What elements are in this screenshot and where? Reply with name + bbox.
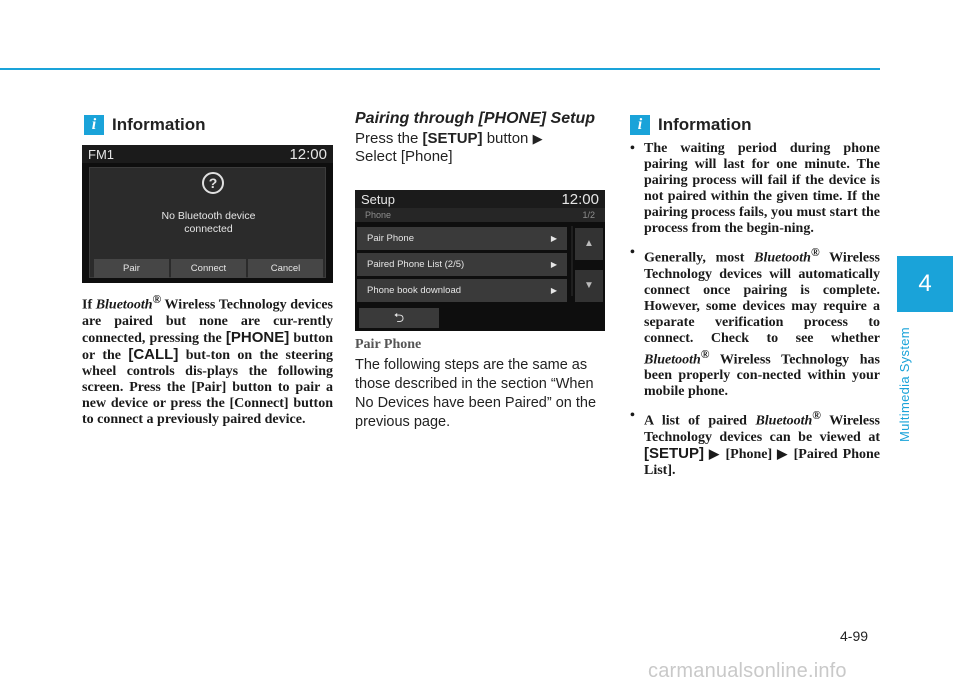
info-title: Information xyxy=(658,115,752,134)
setup-instruction: Press the [SETUP] button ▶ Select [Phone] xyxy=(355,130,543,165)
scroll-track xyxy=(571,226,573,296)
play-arrow-icon: ▶ xyxy=(550,286,557,295)
menu-item-paired-list[interactable]: Paired Phone List (2/5) ▶ xyxy=(357,253,567,276)
top-rule xyxy=(0,68,880,70)
scroll-down-icon[interactable]: ▼ xyxy=(575,270,603,302)
screen-status-bar xyxy=(355,190,605,208)
list-item: • The waiting period during phone pairing will last for one minute. The pairing process will fail if the device is not paired within the given time. If the pairing process fails, you must start the process from the begin-ning. xyxy=(628,141,880,237)
pair-phone-heading: Pair Phone xyxy=(355,337,422,352)
screen-no-device xyxy=(82,145,333,283)
pair-button[interactable]: Pair xyxy=(94,259,169,278)
section-heading: Pairing through [PHONE] Setup xyxy=(355,110,595,127)
info-heading-left xyxy=(84,115,206,135)
popup-panel xyxy=(89,167,326,278)
info-title: Information xyxy=(112,115,206,134)
connect-button[interactable]: Connect xyxy=(171,259,246,278)
clock: 12:00 xyxy=(561,190,599,208)
info-bullets xyxy=(628,141,880,487)
question-icon: ? xyxy=(202,172,224,194)
info-heading-right xyxy=(630,115,752,135)
list-item: • Generally, most Bluetooth® Wireless Technology devices will automatically connect once pairing is complete. However, some devices may require a separate verification process to connect. Check to see whether Bluetooth® Wireless Technology has been properly con-nected within your mobile phone. xyxy=(628,245,880,400)
screen-title: Setup xyxy=(361,191,395,207)
back-button[interactable]: ⮌ xyxy=(359,308,439,328)
popup-buttons xyxy=(94,259,323,278)
left-paragraph: If Bluetooth® Wireless Technology devices are paired but none are cur-rently connected, pressing the [PHONE] button or the [CALL] but-ton on the steering wheel controls dis-plays the following screen. Press the [Pair] button to pair a new device or press the [Connect] button to connect a previously paired device. xyxy=(82,293,333,427)
page-number: 4-99 xyxy=(840,628,869,644)
chapter-tab: 4 xyxy=(897,256,953,312)
cancel-button[interactable]: Cancel xyxy=(248,259,323,278)
menu-item-pair-phone[interactable]: Pair Phone ▶ xyxy=(357,227,567,250)
chapter-label: Multimedia System xyxy=(897,327,912,442)
play-arrow-icon: ▶ xyxy=(550,234,557,243)
scroll-up-icon[interactable]: ▲ xyxy=(575,228,603,260)
sub-bar: Phone 1/2 xyxy=(355,208,605,222)
arrow-right-icon: ▶ xyxy=(532,131,543,146)
arrow-right-icon: ▶ xyxy=(709,445,721,461)
list-item: • A list of paired Bluetooth® Wireless Technology devices can be viewed at [SETUP] ▶ [Phone] ▶ [Paired Phone List]. xyxy=(628,408,880,479)
pair-phone-body: The following steps are the same as those described in the section “When No Devices have been Paired” on the previous page. xyxy=(355,357,597,430)
popup-message: No Bluetooth device connected xyxy=(161,210,256,235)
watermark: carmanualsonline.info xyxy=(648,660,847,682)
play-arrow-icon: ▶ xyxy=(550,260,557,269)
screen-setup-phone xyxy=(355,190,605,331)
info-icon: i xyxy=(630,115,650,135)
clock: 12:00 xyxy=(289,145,327,163)
source-label: FM1 xyxy=(88,146,114,162)
screen-status-bar xyxy=(82,145,333,163)
info-icon: i xyxy=(84,115,104,135)
arrow-right-icon: ▶ xyxy=(777,445,789,461)
menu-item-phonebook[interactable]: Phone book download ▶ xyxy=(357,279,567,302)
